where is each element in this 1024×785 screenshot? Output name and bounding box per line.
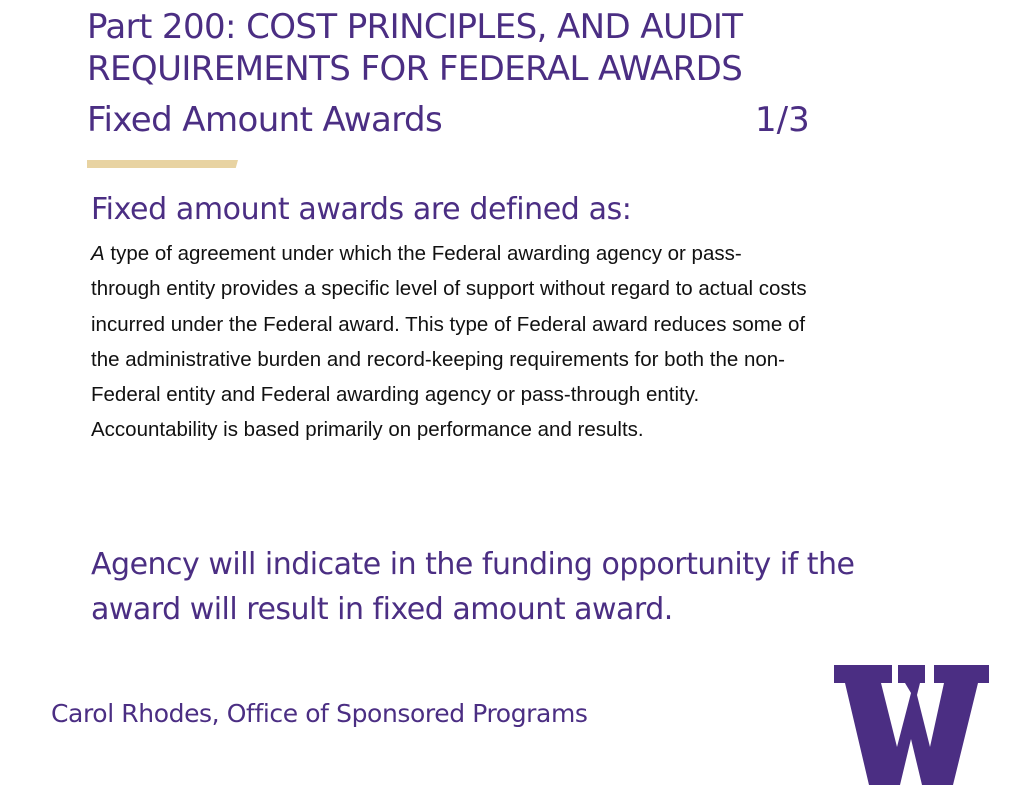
gold-accent-bar <box>87 160 238 168</box>
definition-line-2: through entity provides a specific level of support without regard to actual costs <box>91 277 807 301</box>
definition-line-6: Accountability is based primarily on performance and results. <box>91 418 644 442</box>
footer-presenter: Carol Rhodes, Office of Sponsored Programs <box>51 699 588 728</box>
agency-note-line-1: Agency will indicate in the funding opportunity if the <box>91 547 855 582</box>
agency-note <box>91 542 911 632</box>
agency-note-line-2: award will result in fixed amount award. <box>91 592 673 627</box>
definition-line-1 <box>91 236 991 271</box>
definition-first-word: A <box>91 242 105 265</box>
slide-subtitle: Fixed Amount Awards <box>87 100 443 140</box>
slide-title-block <box>87 6 827 142</box>
definition-line-3: incurred under the Federal award. This type of Federal award reduces some of <box>91 312 806 336</box>
slide-title-line-1: Part 200: COST PRINCIPLES, AND AUDIT <box>87 7 743 47</box>
uw-w-logo-icon <box>834 665 989 785</box>
definition-line-1-text: type of agreement under which the Federal awarding agency or pass- <box>104 242 742 265</box>
definition-line-5: Federal entity and Federal awarding agency or pass-through entity. <box>91 383 700 407</box>
definition-line-4: the administrative burden and record-keeping requirements for both the non- <box>91 347 785 371</box>
definition-heading: Fixed amount awards are defined as: <box>91 192 632 227</box>
slide-title-line-2: REQUIREMENTS FOR FEDERAL AWARDS <box>87 49 743 89</box>
definition-body <box>91 236 991 448</box>
definition-section <box>91 188 1001 448</box>
subtitle-row <box>87 98 827 142</box>
slide-counter: 1/3 <box>755 100 810 140</box>
